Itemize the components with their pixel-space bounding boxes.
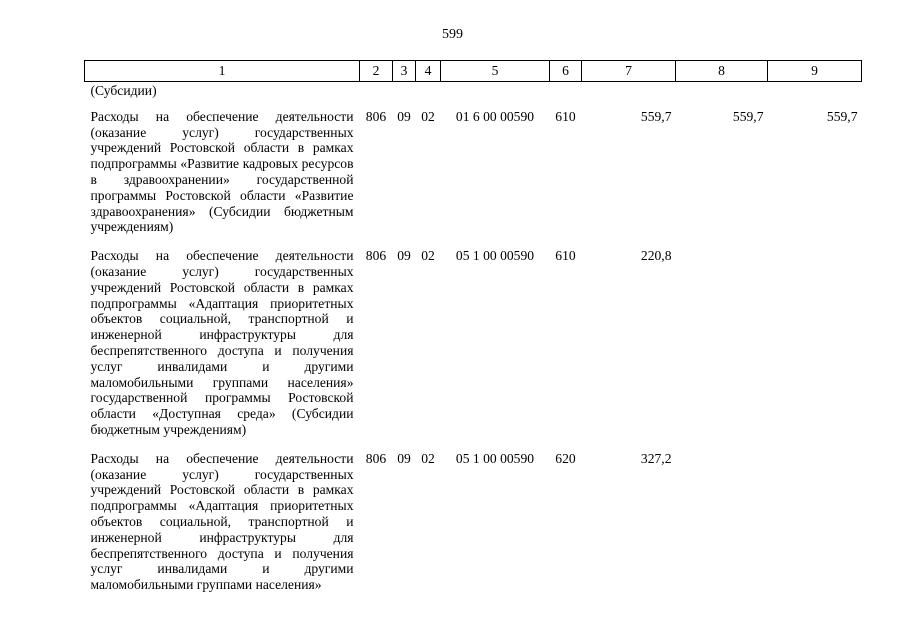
continuation-text: (Субсидии): [90, 83, 157, 98]
row-amount-1: 327,2: [640, 450, 672, 466]
row-amount-3: [768, 438, 862, 593]
row-description: Расходы на обеспечение деятельности (оказание услуг) государственных учреждений Ростовской области в рамках подпрограммы «Адаптация приоритетных объектов социальной, транспортной и инженерной инфраструктуры для беспрепятственного доступа и получения услуг инвалидами и другими маломобильными группами населения» государственной программы Ростовской области «Доступная среда» (Субсидии бюджетным учреждениям): [90, 248, 354, 437]
column-header-3: 3: [393, 61, 416, 82]
row-target-code: 05 1 00 00590: [455, 450, 535, 466]
row-amount-3: [768, 235, 862, 438]
header-row: [85, 61, 862, 82]
row-amount-2: 559,7: [732, 108, 764, 124]
column-header-6: 6: [550, 61, 582, 82]
row-amount-2: [676, 438, 768, 593]
row-section-code: 09: [397, 248, 411, 264]
table-row: [85, 235, 862, 438]
row-ministry-code: 806: [365, 248, 387, 264]
column-header-5: 5: [441, 61, 550, 82]
row-expense-type: 620: [555, 450, 576, 466]
table-row: [85, 438, 862, 593]
table-row: [85, 99, 862, 235]
row-ministry-code: 806: [365, 450, 387, 466]
row-amount-1: 559,7: [640, 108, 672, 124]
budget-table: [84, 60, 862, 593]
row-target-code: 05 1 00 00590: [455, 248, 535, 264]
row-expense-type: 610: [555, 108, 576, 124]
column-header-7: 7: [582, 61, 676, 82]
row-amount-2: [676, 235, 768, 438]
row-target-code: 01 6 00 00590: [455, 108, 535, 124]
column-header-9: 9: [768, 61, 862, 82]
row-description: Расходы на обеспечение деятельности (оказание услуг) государственных учреждений Ростовской области в рамках подпрограммы «Адаптация приоритетных объектов социальной, транспортной и инженерной инфраструктуры для беспрепятственного доступа и получения услуг инвалидами и другими маломобильными группами населения»: [90, 450, 354, 593]
row-ministry-code: 806: [365, 108, 387, 124]
column-header-8: 8: [676, 61, 768, 82]
column-header-1: 1: [85, 61, 360, 82]
row-subsection-code: 02: [421, 248, 435, 264]
page-number: 599: [442, 27, 463, 42]
row-section-code: 09: [397, 108, 411, 124]
row-subsection-code: 02: [421, 450, 435, 466]
row-description: Расходы на обеспечение деятельности (оказание услуг) государственных учреждений Ростовской области в рамках подпрограммы «Развитие кадровых ресурсов в здравоохранении» государственной программы Ростовской области «Развитие здравоохранения» (Субсидии бюджетным учреждениям): [90, 108, 354, 235]
row-section-code: 09: [397, 450, 411, 466]
column-header-4: 4: [416, 61, 441, 82]
row-amount-3: 559,7: [826, 108, 858, 124]
row-expense-type: 610: [555, 248, 576, 264]
column-header-2: 2: [360, 61, 393, 82]
row-amount-1: 220,8: [640, 248, 672, 264]
continuation-row: [85, 82, 862, 99]
row-subsection-code: 02: [421, 108, 435, 124]
